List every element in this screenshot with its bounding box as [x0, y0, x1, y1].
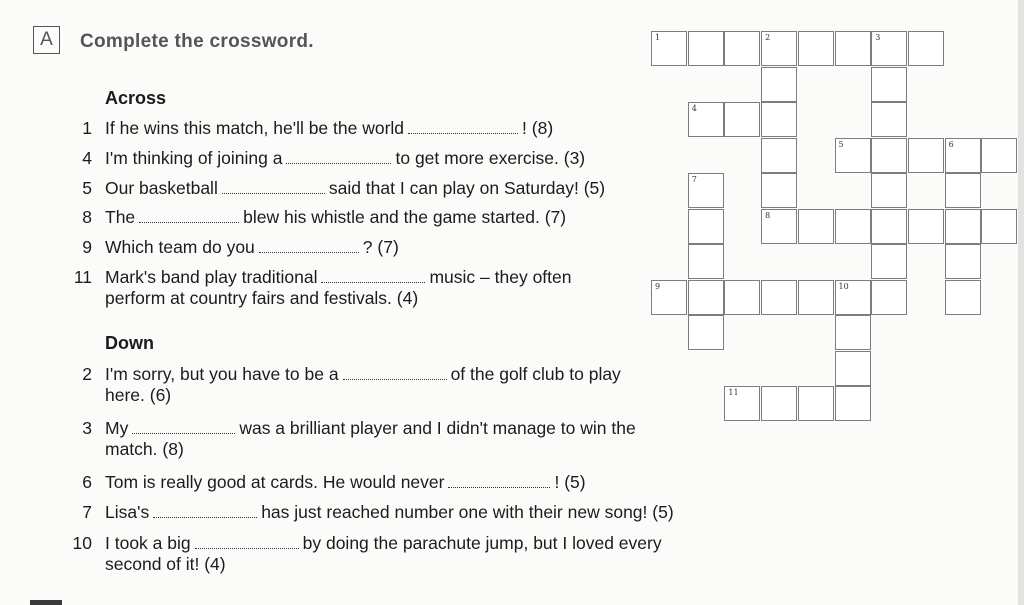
answer-blank[interactable]	[132, 423, 235, 434]
answer-blank[interactable]	[195, 538, 299, 549]
clue-text-after: to get more exercise. (3)	[395, 148, 586, 168]
crossword-cell[interactable]	[835, 315, 871, 350]
answer-blank[interactable]	[408, 123, 518, 134]
clue-text-after: music – they often	[429, 267, 572, 287]
clue-text-before: Which team do you	[105, 237, 255, 257]
crossword-cell[interactable]	[981, 209, 1017, 244]
crossword-cell[interactable]	[688, 315, 724, 350]
clue-number: 2	[82, 364, 92, 384]
crossword-cell[interactable]	[651, 31, 687, 66]
clue-text-before: I'm thinking of joining a	[105, 148, 283, 168]
crossword-cell[interactable]	[761, 31, 797, 66]
cell-number: 1	[655, 33, 661, 42]
crossword-cell[interactable]	[688, 102, 724, 137]
clue-text-after: has just reached number one with their new song! (5)	[261, 502, 674, 522]
clue-text-before: My	[105, 418, 129, 438]
clue-continuation: match. (8)	[105, 439, 184, 459]
clue-number: 4	[82, 148, 92, 168]
clue-text-before: Tom is really good at cards. He would never	[105, 472, 445, 492]
clue-text-after: was a brilliant player and I didn't manage to win the	[239, 418, 636, 438]
cell-number: 8	[765, 210, 771, 220]
down-clue-10	[60, 533, 662, 575]
across-clue-11	[60, 267, 572, 309]
clue-text-before: The	[105, 207, 136, 227]
clue-text-after: ? (7)	[362, 237, 399, 257]
crossword-cell[interactable]	[835, 280, 871, 315]
cell-number: 7	[691, 175, 697, 184]
crossword-cell[interactable]	[871, 173, 907, 208]
clue-text-before: If he wins this match, he'll be the world	[105, 118, 405, 138]
page-footer-mark	[30, 600, 62, 605]
crossword-cell[interactable]	[835, 386, 871, 421]
crossword-cell[interactable]	[724, 280, 760, 315]
crossword-cell[interactable]	[945, 280, 981, 315]
cell-number: 9	[655, 281, 661, 291]
crossword-cell[interactable]	[908, 138, 944, 173]
crossword-cell[interactable]	[871, 280, 907, 315]
crossword-cell[interactable]	[761, 67, 797, 102]
crossword-cell[interactable]	[724, 386, 760, 421]
answer-blank[interactable]	[139, 212, 239, 223]
answer-blank[interactable]	[286, 153, 391, 164]
cell-number: 2	[765, 33, 771, 42]
crossword-cell[interactable]	[761, 386, 797, 421]
crossword-cell[interactable]	[945, 209, 981, 244]
crossword-cell[interactable]	[651, 280, 687, 315]
crossword-cell[interactable]	[798, 386, 834, 421]
crossword-cell[interactable]	[981, 138, 1017, 173]
clue-text-before: Lisa's	[105, 502, 150, 522]
crossword-cell[interactable]	[724, 102, 760, 137]
across-clue-5	[60, 178, 605, 199]
crossword-cell[interactable]	[835, 351, 871, 386]
crossword-cell[interactable]	[871, 31, 907, 66]
crossword-cell[interactable]	[945, 244, 981, 279]
clue-number: 10	[72, 533, 92, 553]
crossword-cell[interactable]	[945, 138, 981, 173]
exercise-title: Complete the crossword.	[80, 31, 314, 52]
clue-number: 11	[73, 267, 92, 287]
section-letter-box: A	[33, 26, 60, 54]
across-heading: Across	[105, 88, 167, 108]
page-edge	[1018, 0, 1024, 605]
clue-number: 6	[82, 472, 92, 492]
cell-number: 5	[838, 139, 844, 149]
clue-text-before: Our basketball	[105, 178, 218, 198]
crossword-cell[interactable]	[798, 280, 834, 315]
clue-continuation: here. (6)	[105, 385, 172, 405]
answer-blank[interactable]	[321, 272, 425, 283]
across-clue-9	[60, 237, 399, 258]
crossword-cell[interactable]	[688, 31, 724, 66]
clue-text-after: blew his whistle and the game started. (7)	[243, 207, 567, 227]
crossword-cell[interactable]	[688, 244, 724, 279]
across-clue-1	[60, 118, 553, 139]
down-clue-6	[60, 472, 586, 493]
down-clue-2	[60, 364, 621, 406]
crossword-cell[interactable]	[835, 209, 871, 244]
crossword-cell[interactable]	[761, 102, 797, 137]
clue-number: 3	[82, 418, 92, 438]
crossword-cell[interactable]	[798, 209, 834, 244]
crossword-cell[interactable]	[871, 67, 907, 102]
crossword-cell[interactable]	[871, 138, 907, 173]
down-clue-7	[60, 502, 674, 523]
crossword-cell[interactable]	[871, 209, 907, 244]
crossword-cell[interactable]	[871, 244, 907, 279]
cell-number: 6	[948, 139, 954, 149]
clue-text-after: ! (5)	[554, 472, 586, 492]
crossword-cell[interactable]	[835, 31, 871, 66]
crossword-cell[interactable]	[798, 31, 834, 66]
crossword-cell[interactable]	[761, 138, 797, 173]
clue-text-after: of the golf club to play	[450, 364, 621, 384]
clue-number: 7	[82, 502, 92, 522]
crossword-cell[interactable]	[688, 280, 724, 315]
clue-continuation: second of it! (4)	[105, 554, 226, 574]
crossword-cell[interactable]	[724, 31, 760, 66]
crossword-cell[interactable]	[761, 209, 797, 244]
answer-blank[interactable]	[259, 242, 359, 253]
clue-number: 1	[82, 118, 92, 138]
across-clue-4	[60, 148, 585, 169]
cell-number: 4	[691, 104, 697, 113]
crossword-cell[interactable]	[871, 102, 907, 137]
clue-number: 5	[82, 178, 92, 198]
clue-text-after: ! (8)	[522, 118, 554, 138]
crossword-cell[interactable]	[908, 31, 944, 66]
answer-blank[interactable]	[153, 507, 257, 518]
clue-text-after: said that I can play on Saturday! (5)	[328, 178, 606, 198]
clue-number: 8	[82, 207, 92, 227]
clue-text-before: Mark's band play traditional	[105, 267, 318, 287]
crossword-cell[interactable]	[908, 209, 944, 244]
across-clue-8	[60, 207, 566, 228]
answer-blank[interactable]	[343, 369, 447, 380]
crossword-cell[interactable]	[761, 173, 797, 208]
down-heading: Down	[105, 333, 154, 353]
cell-number: 10	[838, 281, 849, 291]
crossword-cell[interactable]	[835, 138, 871, 173]
crossword-cell[interactable]	[945, 173, 981, 208]
clue-continuation: perform at country fairs and festivals. (4)	[105, 288, 419, 308]
clue-text-before: I took a big	[105, 533, 191, 553]
clue-number: 9	[82, 237, 92, 257]
clue-text-before: I'm sorry, but you have to be a	[105, 364, 339, 384]
answer-blank[interactable]	[222, 183, 325, 194]
down-clue-3	[60, 418, 636, 460]
crossword-cell[interactable]	[688, 209, 724, 244]
clue-text-after: by doing the parachute jump, but I loved every	[302, 533, 662, 553]
cell-number: 3	[875, 33, 881, 42]
crossword-cell[interactable]	[688, 173, 724, 208]
crossword-cell[interactable]	[761, 280, 797, 315]
cell-number: 11	[728, 388, 739, 397]
answer-blank[interactable]	[448, 477, 550, 488]
